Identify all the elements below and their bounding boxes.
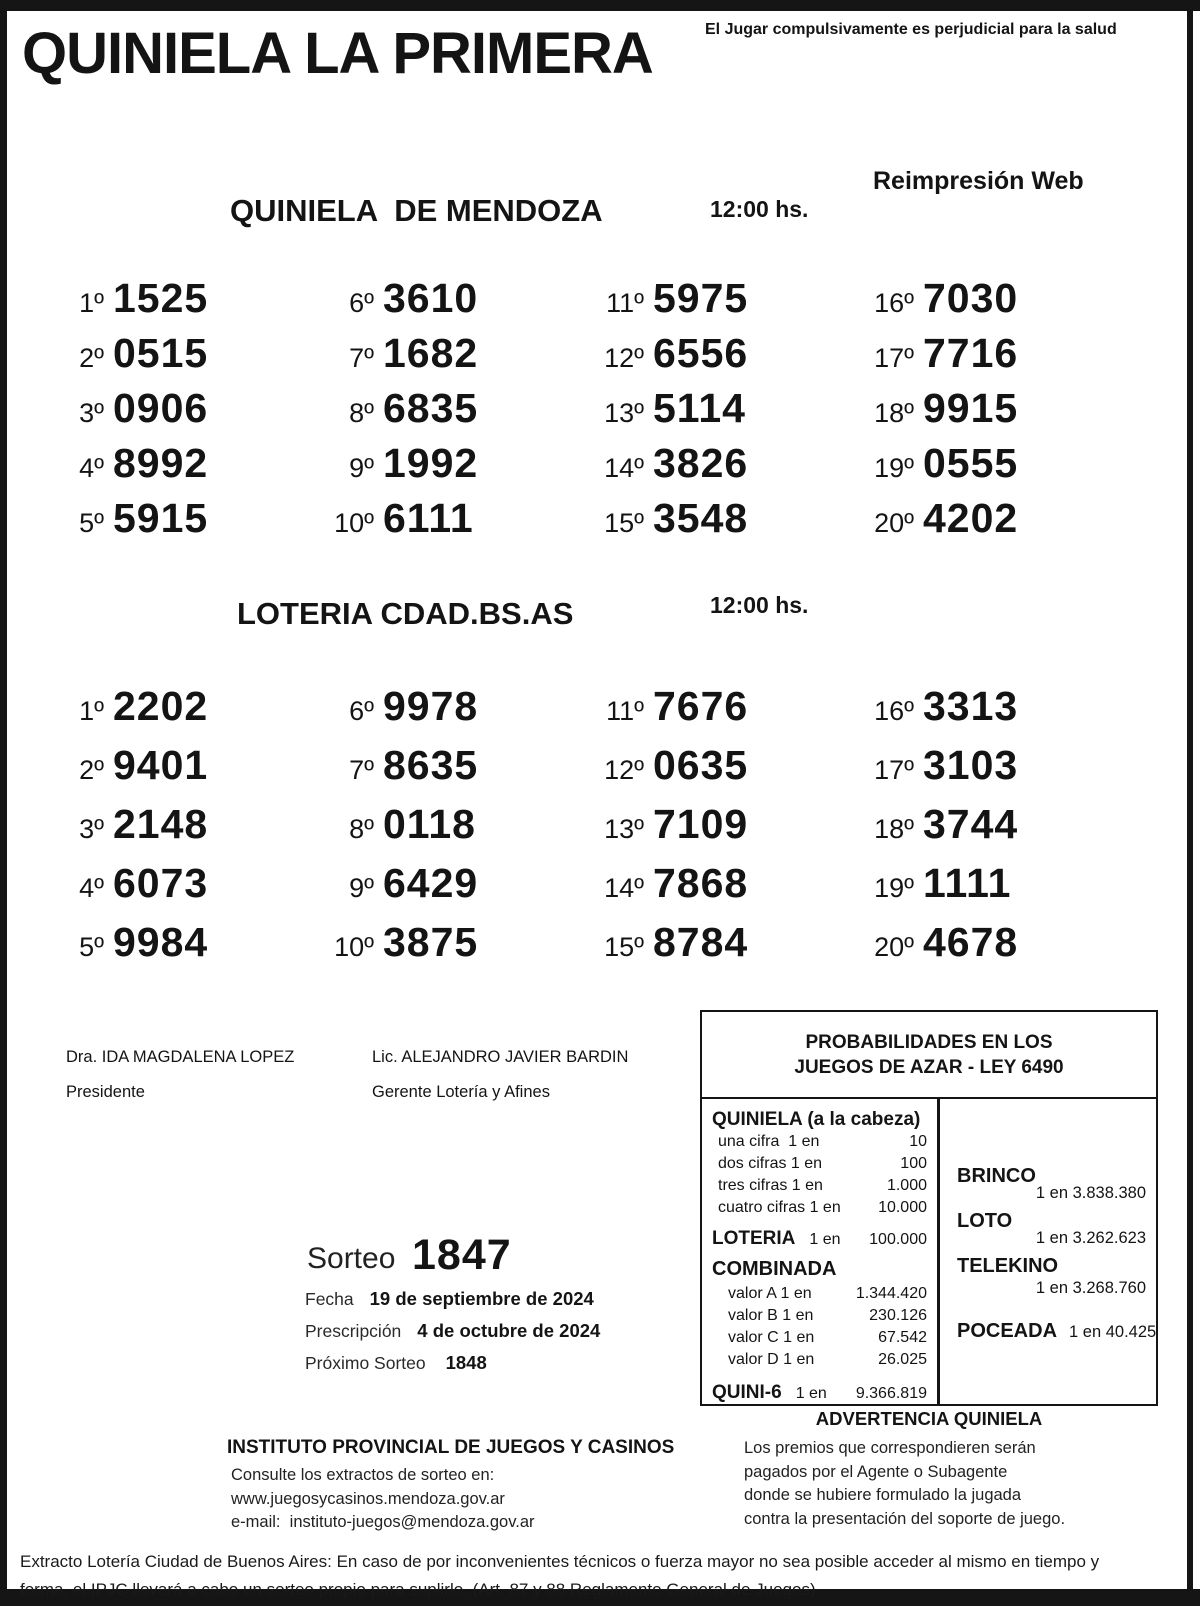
result-position: 3º [79, 814, 104, 844]
result-number: 3744 [923, 801, 1019, 847]
result-number: 6429 [383, 860, 479, 906]
result-item [50, 802, 320, 861]
odds-row [712, 1197, 927, 1219]
result-item [860, 276, 1130, 331]
instituto-line: Consulte los extractos de sorteo en: [231, 1466, 495, 1484]
result-position: 16º [874, 696, 914, 726]
result-item [590, 331, 860, 386]
page-title: QUINIELA LA PRIMERA [22, 21, 653, 86]
result-item [50, 331, 320, 386]
instituto-line: e-mail: instituto-juegos@mendoza.gov.ar [231, 1513, 535, 1531]
loteria-odds-mid: 1 en [809, 1231, 841, 1248]
result-position: 8º [349, 814, 374, 844]
quiniela-odds-rows [712, 1131, 927, 1219]
result-position: 15º [604, 932, 644, 962]
result-position: 10º [334, 508, 374, 538]
result-item [320, 743, 590, 802]
result-number: 2202 [113, 683, 209, 729]
result-number: 4202 [923, 495, 1019, 541]
result-number: 1111 [923, 860, 1012, 906]
result-position: 16º [874, 288, 914, 318]
loto-odds [957, 1210, 1146, 1248]
loteria-odds-value: 100.000 [869, 1231, 927, 1248]
probabilities-right-column [943, 1099, 1156, 1404]
instituto-section [227, 1437, 674, 1535]
result-item [860, 331, 1130, 386]
result-item [590, 441, 860, 496]
probabilities-body [702, 1099, 1156, 1404]
quini6-odds-row [712, 1381, 927, 1405]
footer-line: Extracto Lotería Ciudad de Buenos Aires: En caso de por inconvenientes técnicos o fuerza mayor no sea posible acceder al mismo en tiempo y [20, 1552, 1100, 1571]
odds-label: valor A 1 en [728, 1285, 812, 1302]
advertencia-section [700, 1408, 1158, 1531]
odds-label: una cifra 1 en [718, 1133, 820, 1150]
result-item [860, 684, 1130, 743]
page-border-left [0, 0, 7, 1606]
official-president [66, 1048, 294, 1102]
odds-label: valor D 1 en [728, 1351, 815, 1368]
result-number: 3875 [383, 919, 479, 965]
result-position: 13º [604, 814, 644, 844]
odds-row [712, 1305, 927, 1327]
instituto-line: www.juegosycasinos.mendoza.gov.ar [231, 1489, 505, 1508]
probabilities-title [702, 1012, 1156, 1099]
quiniela-odds-header: QUINIELA (a la cabeza) [712, 1109, 921, 1130]
result-item [860, 496, 1130, 551]
result-number: 7716 [923, 330, 1019, 376]
proximo-sorteo-line [305, 1352, 487, 1374]
result-item [860, 743, 1130, 802]
result-item [320, 861, 590, 920]
probabilities-title-line2: JUEGOS DE AZAR - LEY 6490 [794, 1057, 1064, 1078]
combinada-odds-header: COMBINADA [712, 1258, 837, 1280]
official-role: Gerente Lotería y Afines [372, 1083, 550, 1101]
odds-label: cuatro cifras 1 en [718, 1199, 841, 1216]
reprint-web-label: Reimpresión Web [873, 167, 1084, 195]
fecha-label: Fecha [305, 1289, 354, 1309]
result-position: 2º [79, 343, 104, 373]
odds-label: dos cifras 1 en [718, 1155, 823, 1172]
result-number: 0118 [383, 801, 476, 847]
result-position: 18º [874, 814, 914, 844]
odds-value: 67.542 [878, 1329, 927, 1346]
result-item [590, 684, 860, 743]
prescripcion-label: Prescripción [305, 1321, 402, 1341]
loto-name: LOTO [957, 1210, 1013, 1232]
result-position: 3º [79, 398, 104, 428]
result-item [320, 920, 590, 979]
result-item [320, 496, 590, 551]
result-item [50, 861, 320, 920]
telekino-name: TELEKINO [957, 1255, 1059, 1277]
result-number: 2148 [113, 801, 209, 847]
result-item [590, 743, 860, 802]
result-item [50, 743, 320, 802]
result-item [320, 441, 590, 496]
official-role: Presidente [66, 1083, 145, 1101]
mendoza-draw-title: QUINIELA DE MENDOZA [230, 193, 603, 228]
result-number: 0635 [653, 742, 749, 788]
brinco-odds [957, 1165, 1146, 1203]
page-border-right [1187, 0, 1193, 1606]
result-position: 20º [874, 932, 914, 962]
result-position: 10º [334, 932, 374, 962]
advertencia-line: pagados por el Agente o Subagente [744, 1462, 1008, 1481]
result-item [860, 920, 1130, 979]
result-number: 6556 [653, 330, 749, 376]
result-position: 1º [79, 288, 104, 318]
result-item [860, 386, 1130, 441]
quini6-odds-value: 9.366.819 [855, 1385, 927, 1402]
result-item [320, 331, 590, 386]
odds-row [712, 1131, 927, 1153]
advertencia-text [744, 1437, 1158, 1531]
poceada-odds [957, 1320, 1157, 1342]
probabilities-title-line1: PROBABILIDADES EN LOS [805, 1032, 1053, 1053]
bsas-results-grid [50, 684, 1130, 979]
instituto-name: INSTITUTO PROVINCIAL DE JUEGOS Y CASINOS [227, 1437, 675, 1458]
result-number: 3610 [383, 275, 479, 321]
result-item [590, 861, 860, 920]
probabilities-box [700, 1010, 1158, 1406]
advertencia-title: ADVERTENCIA QUINIELA [815, 1408, 1043, 1429]
result-number: 9978 [383, 683, 479, 729]
odds-row [712, 1153, 927, 1175]
result-number: 8635 [383, 742, 479, 788]
result-number: 6073 [113, 860, 209, 906]
mendoza-results-grid [50, 276, 1130, 551]
poceada-value: 1 en 40.425 [1069, 1323, 1157, 1341]
result-position: 17º [874, 343, 914, 373]
result-number: 9401 [113, 742, 209, 788]
odds-value: 1.344.420 [855, 1285, 927, 1302]
result-number: 9984 [113, 919, 209, 965]
result-position: 6º [349, 288, 374, 318]
odds-value: 100 [900, 1155, 927, 1172]
page-border-top [0, 0, 1200, 11]
odds-row [712, 1349, 927, 1371]
fecha-line [305, 1288, 594, 1310]
result-number: 9915 [923, 385, 1019, 431]
result-item [50, 276, 320, 331]
odds-value: 10.000 [878, 1199, 927, 1216]
brinco-value: 1 en 3.838.380 [1035, 1184, 1146, 1202]
telekino-odds [957, 1255, 1146, 1298]
odds-row [712, 1175, 927, 1197]
result-position: 15º [604, 508, 644, 538]
result-item [590, 276, 860, 331]
odds-value: 26.025 [878, 1351, 927, 1368]
odds-label: valor C 1 en [728, 1329, 815, 1346]
result-number: 6111 [383, 495, 474, 541]
result-number: 0906 [113, 385, 209, 431]
result-position: 11º [606, 288, 644, 318]
result-number: 7676 [653, 683, 749, 729]
quini6-odds-name: QUINI-6 [712, 1382, 782, 1403]
result-position: 14º [604, 453, 644, 483]
result-item [50, 386, 320, 441]
sorteo-label: Sorteo [307, 1242, 396, 1275]
result-number: 6835 [383, 385, 479, 431]
proximo-label: Próximo Sorteo [305, 1353, 426, 1373]
result-position: 12º [604, 343, 644, 373]
bsas-draw-title: LOTERIA CDAD.BS.AS [237, 596, 574, 631]
prescripcion-value: 4 de octubre de 2024 [417, 1320, 601, 1341]
result-item [320, 276, 590, 331]
advertencia-line: donde se hubiere formulado la jugada [744, 1486, 1022, 1504]
result-position: 4º [79, 873, 104, 903]
result-position: 12º [604, 755, 644, 785]
result-position: 19º [874, 453, 914, 483]
advertencia-line: contra la presentación del soporte de juego. [744, 1509, 1066, 1528]
result-item [860, 802, 1130, 861]
result-number: 3103 [923, 742, 1019, 788]
result-number: 0515 [113, 330, 209, 376]
result-item [860, 441, 1130, 496]
result-number: 1525 [113, 275, 209, 321]
poceada-name: POCEADA [957, 1320, 1058, 1342]
result-position: 9º [349, 873, 374, 903]
result-item [50, 496, 320, 551]
bsas-draw-time: 12:00 hs. [710, 592, 809, 618]
advertencia-line: Los premios que correspondieren serán [744, 1439, 1036, 1457]
fecha-value: 19 de septiembre de 2024 [369, 1288, 594, 1309]
result-position: 4º [79, 453, 104, 483]
result-number: 5975 [653, 275, 749, 321]
official-manager [372, 1048, 628, 1102]
result-number: 1992 [383, 440, 479, 486]
official-name: Lic. ALEJANDRO JAVIER BARDIN [372, 1048, 629, 1066]
proximo-value: 1848 [445, 1352, 487, 1373]
result-item [320, 684, 590, 743]
result-number: 0555 [923, 440, 1019, 486]
result-position: 5º [79, 932, 104, 962]
odds-value: 230.126 [869, 1307, 927, 1324]
result-number: 7030 [923, 275, 1019, 321]
result-position: 11º [606, 696, 644, 726]
result-number: 4678 [923, 919, 1019, 965]
instituto-contact-lines [231, 1464, 674, 1535]
result-item [50, 684, 320, 743]
result-number: 7109 [653, 801, 749, 847]
result-position: 2º [79, 755, 104, 785]
result-position: 8º [349, 398, 374, 428]
result-position: 9º [349, 453, 374, 483]
combinada-odds-rows [712, 1283, 927, 1371]
result-position: 17º [874, 755, 914, 785]
odds-value: 10 [909, 1133, 927, 1150]
probabilities-left-column [702, 1099, 940, 1404]
result-number: 8784 [653, 919, 749, 965]
result-number: 5114 [653, 385, 746, 431]
quini6-odds-mid: 1 en [795, 1385, 827, 1402]
result-item [50, 920, 320, 979]
result-item [590, 386, 860, 441]
result-number: 8992 [113, 440, 209, 486]
result-number: 7868 [653, 860, 749, 906]
result-position: 5º [79, 508, 104, 538]
prescripcion-line [305, 1320, 600, 1342]
result-item [320, 386, 590, 441]
odds-label: valor B 1 en [728, 1307, 814, 1324]
result-position: 19º [874, 873, 914, 903]
result-position: 6º [349, 696, 374, 726]
result-item [590, 496, 860, 551]
brinco-name: BRINCO [957, 1165, 1036, 1187]
result-position: 7º [349, 755, 374, 785]
result-position: 20º [874, 508, 914, 538]
result-position: 1º [79, 696, 104, 726]
loto-value: 1 en 3.262.623 [1035, 1229, 1146, 1247]
footer-line: forma, el IPJC llevará a cabo un sorteo propio para suplirlo. (Art. 87 y 88 Reglamento General de Juegos) [20, 1580, 816, 1599]
result-number: 1682 [383, 330, 479, 376]
result-item [320, 802, 590, 861]
result-item [590, 802, 860, 861]
mendoza-draw-time: 12:00 hs. [710, 196, 809, 222]
result-number: 3548 [653, 495, 749, 541]
loteria-odds-row [712, 1227, 927, 1251]
result-position: 7º [349, 343, 374, 373]
health-warning: El Jugar compulsivamente es perjudicial para la salud [705, 21, 1117, 38]
result-position: 13º [604, 398, 644, 428]
loteria-odds-name: LOTERIA [712, 1228, 796, 1249]
result-number: 3826 [653, 440, 749, 486]
result-item [50, 441, 320, 496]
result-item [590, 920, 860, 979]
odds-label: tres cifras 1 en [718, 1177, 823, 1194]
official-name: Dra. IDA MAGDALENA LOPEZ [66, 1048, 295, 1066]
result-number: 5915 [113, 495, 209, 541]
odds-row [712, 1327, 927, 1349]
telekino-value: 1 en 3.268.760 [1035, 1279, 1146, 1297]
odds-value: 1.000 [886, 1177, 927, 1194]
result-position: 14º [604, 873, 644, 903]
odds-row [712, 1283, 927, 1305]
result-number: 3313 [923, 683, 1019, 729]
result-item [860, 861, 1130, 920]
sorteo-number: 1847 [412, 1231, 512, 1279]
result-position: 18º [874, 398, 914, 428]
footer-note [20, 1548, 1178, 1604]
